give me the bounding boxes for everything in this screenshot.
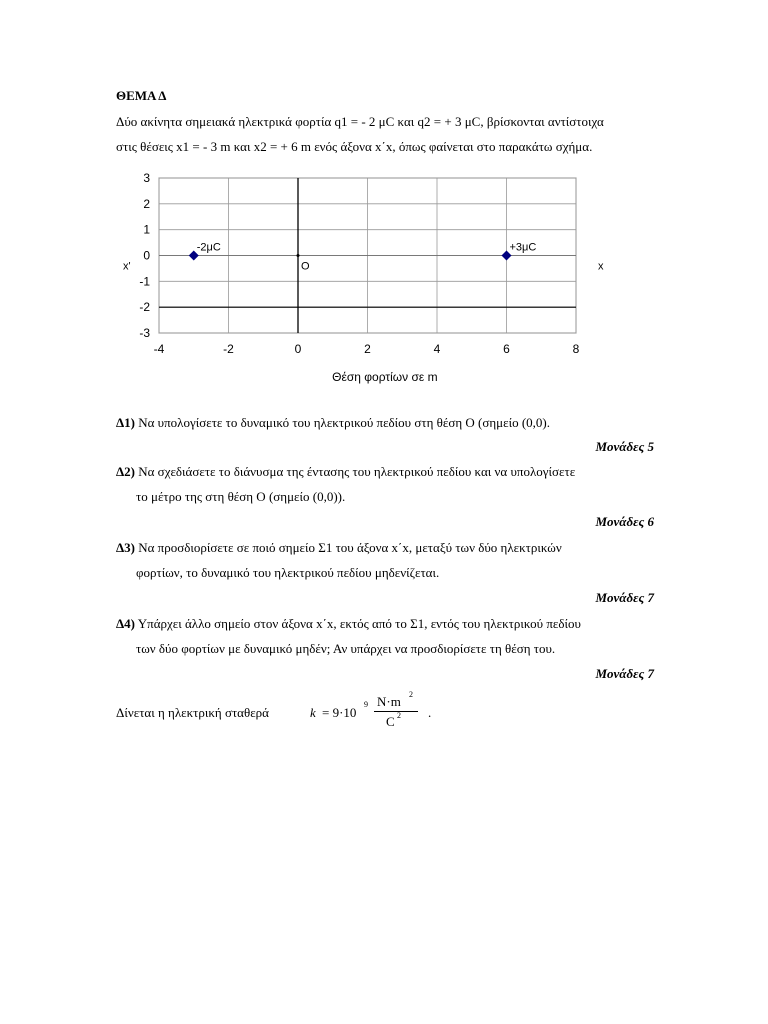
charge-label: -2μC: [196, 241, 221, 254]
x-tick-label: -4: [153, 342, 165, 356]
page-title: ΘΕΜΑ Δ: [116, 88, 167, 103]
x-tick-label: -2: [223, 342, 234, 356]
x-tick-label: 6: [503, 342, 510, 356]
question-d3-marks: Μονάδες 7: [595, 590, 654, 605]
question-d4-id: Δ4): [116, 616, 135, 631]
constant-prefix: Δίνεται η ηλεκτρική σταθερά: [116, 705, 269, 720]
y-tick-label: -1: [139, 274, 150, 289]
question-d3-id: Δ3): [116, 540, 135, 555]
fraction-bar: [374, 711, 418, 712]
charge-label: +3μC: [509, 241, 537, 254]
origin-label: O: [301, 260, 310, 273]
question-d1: [116, 415, 550, 431]
question-d3-text-2: φορτίων, το δυναμικό του ηλεκτρικού πεδίου μηδενίζεται.: [136, 565, 440, 580]
question-d2-text-1: Να σχεδιάσετε το διάνυσμα της έντασης του ηλεκτρικού πεδίου και να υπολογίσετε: [138, 464, 576, 479]
question-d4: [116, 616, 581, 632]
intro-line-1: Δύο ακίνητα σημειακά ηλεκτρικά φορτία q1 = - 2 μC και q2 = + 3 μC, βρίσκονται αντίστοιχα: [116, 114, 604, 129]
intro-line-2: στις θέσεις x1 = - 3 m και x2 = + 6 m ενός άξονα x΄x, όπως φαίνεται στο παρακάτω σχήμα.: [116, 139, 593, 154]
constant-num-exp: 2: [409, 690, 413, 699]
question-d2-text-2: το μέτρο της στη θέση O (σημείο (0,0)).: [136, 489, 346, 504]
charges-chart: [104, 164, 624, 394]
question-d1-text: Να υπολογίσετε το δυναμικό του ηλεκτρικού πεδίου στη θέση O (σημείο (0,0).: [138, 415, 550, 430]
y-tick-label: -2: [139, 300, 150, 315]
x-tick-label: 2: [364, 342, 371, 356]
x-tick-label: 0: [294, 342, 302, 356]
y-tick-label: 1: [143, 222, 150, 237]
y-tick-label: 3: [143, 171, 150, 185]
y-tick-label: 2: [143, 196, 150, 211]
constant-equals: = 9·10: [322, 705, 357, 720]
x-axis-title: Θέση φορτίων σε m: [332, 370, 438, 384]
question-d1-id: Δ1): [116, 415, 135, 430]
question-d1-marks: Μονάδες 5: [595, 439, 654, 454]
axis-right-label: x: [598, 260, 604, 273]
constant-den-exp: 2: [397, 711, 401, 720]
constant-numerator: N·m: [377, 694, 401, 709]
y-tick-label: -3: [139, 326, 150, 340]
origin-point: [297, 254, 300, 257]
chart-labels: [123, 171, 604, 384]
x-tick-label: 4: [433, 342, 441, 356]
question-d2: [116, 464, 575, 480]
y-tick-label: 0: [143, 248, 150, 263]
axis-left-label: x': [123, 260, 131, 273]
question-d3-text-1: Να προσδιορίσετε σε ποιό σημείο Σ1 του άξονα x΄x, μεταξύ των δύο ηλεκτρικών: [138, 540, 562, 555]
question-d4-text-1: Υπάρχει άλλο σημείο στον άξονα x΄x, εκτός από το Σ1, εντός του ηλεκτρικού πεδίου: [137, 616, 581, 631]
question-d4-marks: Μονάδες 7: [595, 666, 654, 681]
x-tick-label: 8: [572, 342, 580, 356]
constant-end: .: [428, 705, 432, 720]
question-d4-text-2: των δύο φορτίων με δυναμικό μηδέν; Αν υπάρχει να προσδιορίσετε τη θέση του.: [136, 641, 556, 656]
question-d2-marks: Μονάδες 6: [595, 514, 654, 529]
constant-exponent: 9: [364, 700, 368, 709]
constant-symbol: k: [310, 705, 316, 720]
question-d2-id: Δ2): [116, 464, 135, 479]
question-d3: [116, 540, 562, 556]
constant-denominator: C: [386, 714, 395, 729]
